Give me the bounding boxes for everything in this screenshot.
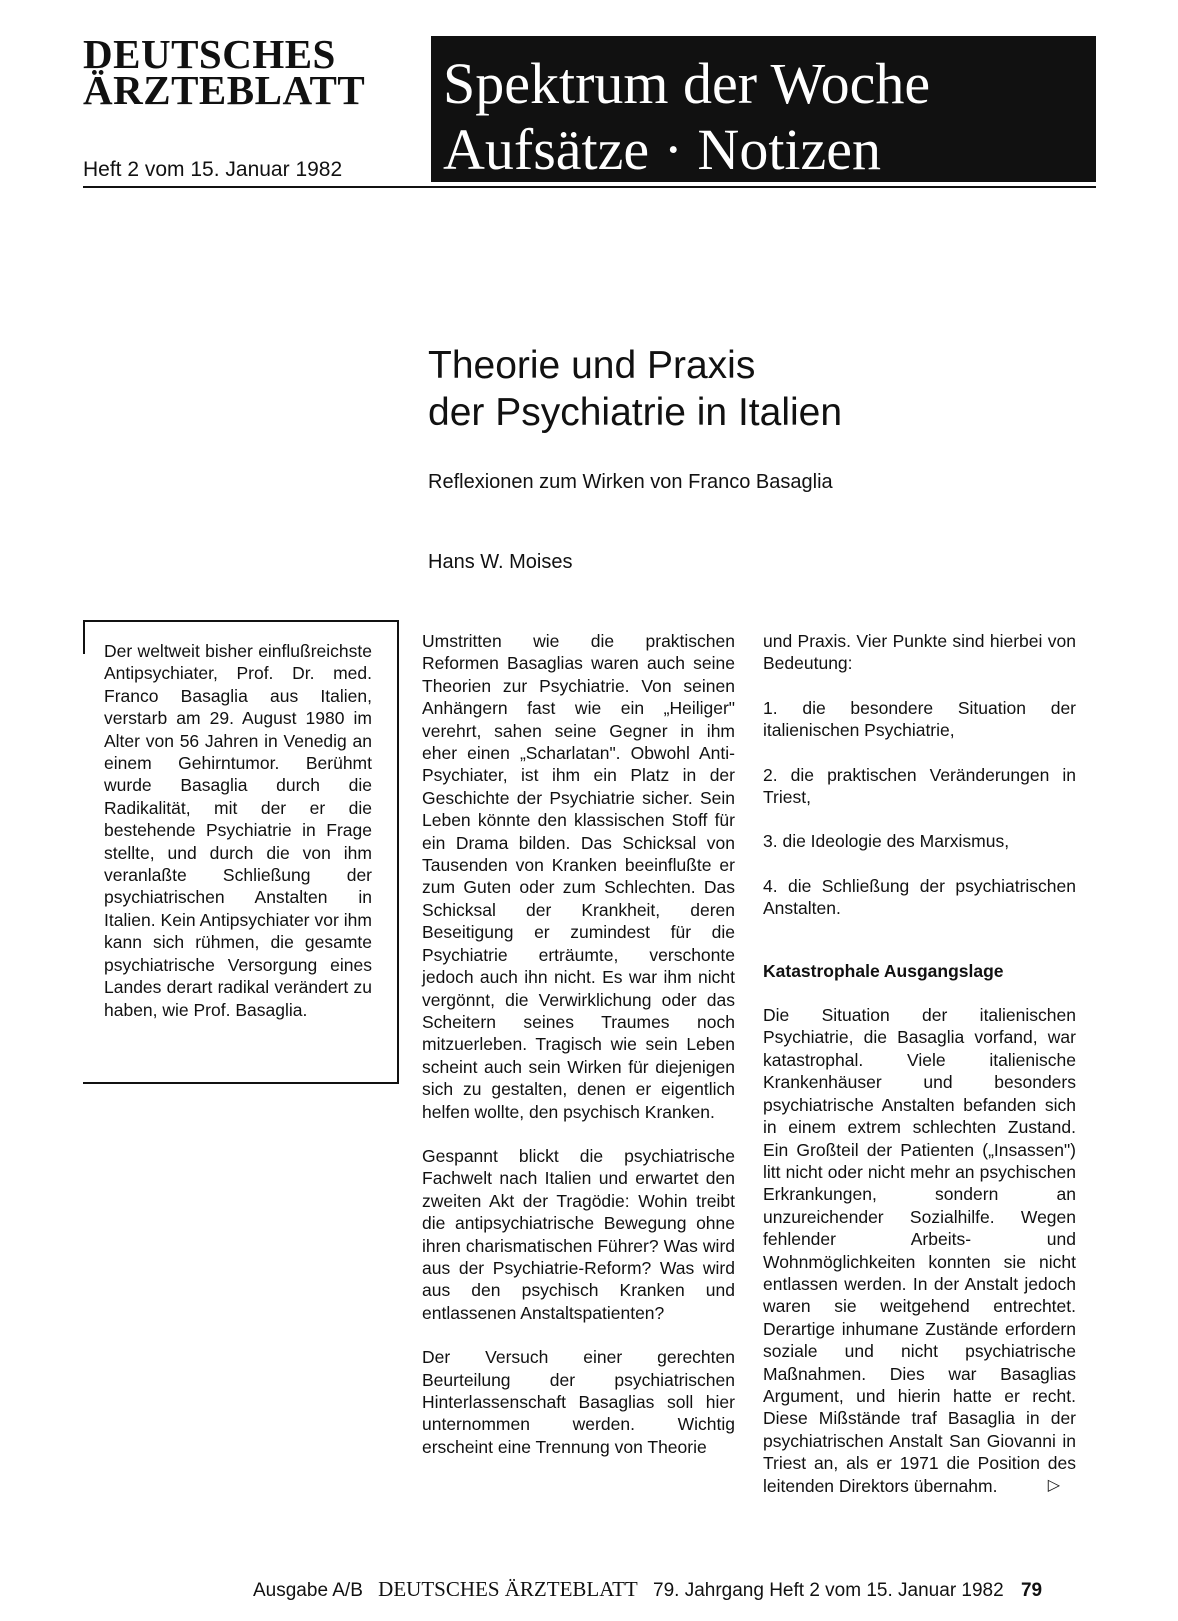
list-item: 2. die praktischen Veränderungen in Triest, bbox=[763, 764, 1076, 808]
footer-masthead: DEUTSCHES ÄRZTEBLATT bbox=[378, 1577, 638, 1601]
paragraph: Der Versuch einer gerechten Beurteilung der psychiatrischen Hinterlassenschaft Basaglias soll hier unternommen werden. Wichtig erscheint eine Trennung von Theorie bbox=[422, 1347, 735, 1457]
abstract-text: Der weltweit bisher einflußreichste Antipsychiater, Prof. Dr. med. Franco Basaglia aus Italien, verstarb am 29. August 1980 im Alter von 56 Jahren in Venedig an einem Gehirntumor. Berühmt wurde Basaglia durch die Radikalität, mit der er die bestehende Psychiatrie in Frage stellte, und durch die von ihm veranlaßte Schließung der psychiatrischen Anstalten in Italien. Kein Antipsychiater vor ihm kann sich rühmen, die gesamte psychiatrische Versorgung eines Landes derart radikal verändert zu haben, wie Prof. Basaglia. bbox=[104, 641, 372, 1020]
paragraph-text: Die Situation der italienischen Psychiatrie, die Basaglia vorfand, war katastrophal. Viele italienische Krankenhäuser und besonders psychiatrische Anstalten befanden sich in einem extrem schlechten Zustand. Ein Großteil der Patienten („Insassen") litt nicht oder nicht mehr an psychischen Erkrankungen, sondern an unzureichender Sozialhilfe. Wegen fehlender Arbeits- und Wohnmöglichkeiten konnten sie nicht entlassen werden. In der Anstalt jedoch waren sie weitgehend entrechtet. Derartige inhumane Zustände erfordern soziale und nicht psychiatrische Maßnahmen. Dies war Basaglias Argument, und hierin hatte er recht. Diese Mißstände traf Basaglia in der psychiatrischen Anstalt San Giovanni in Triest an, als er 1971 die Position des leitenden Direktors übernahm. bbox=[763, 1005, 1076, 1496]
list-item: 3. die Ideologie des Marxismus, bbox=[763, 831, 1010, 852]
section-heading: Katastrophale Ausgangslage bbox=[763, 960, 1004, 981]
abstract-box-corner-rule bbox=[83, 622, 85, 654]
masthead-line-1: DEUTSCHES bbox=[83, 31, 336, 77]
article-title bbox=[428, 342, 1048, 436]
header-divider bbox=[83, 186, 1096, 188]
paragraph: Umstritten wie die praktischen Reformen Basaglias waren auch seine Theorien zur Psychiatrie. Von seinen Anhängern fast wie ein „Heiliger" verehrt, sahen seine Gegner in ihm eher einen „Scharlatan". Obwohl Anti-Psychiater, ist ihm ein Platz in der Geschichte der Psychiatrie sicher. Sein Leben könnte den klassischen Stoff für ein Drama bilden. Das Schicksal von Tausenden von Kranken beeinflußte er zum Guten oder zum Schlechten. Das Schicksal der Krankheit, deren Beseitigung er zumindest für die Psychiatrie erträumte, verschonte jedoch auch ihn nicht. Es war ihm nicht vergönnt, die Verwirklichung oder das Scheitern seines Traumes noch mitzuerleben. Tragisch wie sein Leben scheint auch sein Wirken für diejenigen sich zu gestalten, denen er eigentlich helfen wollte, den psychisch Kranken. bbox=[422, 631, 735, 1122]
article-author: Hans W. Moises bbox=[428, 551, 573, 573]
page-number: 79 bbox=[1020, 1580, 1043, 1601]
paragraph: und Praxis. Vier Punkte sind hierbei von Bedeutung: bbox=[763, 631, 1076, 674]
masthead-line-2: ÄRZTEBLATT bbox=[83, 67, 366, 113]
page-footer bbox=[253, 1577, 1096, 1602]
article-title-line-2: der Psychiatrie in Italien bbox=[428, 391, 843, 434]
footer-issue: 79. Jahrgang Heft 2 vom 15. Januar 1982 bbox=[653, 1580, 1004, 1601]
section-header-box bbox=[431, 36, 1096, 182]
body-column-2 bbox=[422, 630, 735, 1480]
section-header-line-1: Spektrum der Woche bbox=[443, 51, 931, 116]
article-title-line-1: Theorie und Praxis bbox=[428, 344, 756, 387]
section-header-line-2: Aufsätze · Notizen bbox=[443, 117, 882, 182]
paragraph bbox=[763, 1004, 1076, 1497]
abstract-box bbox=[83, 620, 399, 1084]
article-subtitle: Reflexionen zum Wirken von Franco Basaglia bbox=[428, 471, 833, 493]
paragraph: Gespannt blickt die psychiatrische Fachwelt nach Italien und erwartet den zweiten Akt der Tragödie: Wohin treibt die antipsychiatrische Bewegung ohne ihren charismatischen Führer? Was wird aus der Psychiatrie-Reform? Was wird aus den psychisch Kranken und entlassenen Anstaltspatienten? bbox=[422, 1145, 735, 1323]
continue-arrow-icon: ▷ bbox=[1047, 1476, 1060, 1494]
footer-edition: Ausgabe A/B bbox=[253, 1580, 363, 1601]
masthead-title bbox=[83, 31, 413, 113]
body-column-3 bbox=[763, 630, 1076, 1497]
list-item: 1. die besondere Situation der italienischen Psychiatrie, bbox=[763, 697, 1076, 741]
list-item: 4. die Schließung der psychiatrischen Anstalten. bbox=[763, 875, 1076, 919]
issue-date: Heft 2 vom 15. Januar 1982 bbox=[83, 158, 343, 181]
